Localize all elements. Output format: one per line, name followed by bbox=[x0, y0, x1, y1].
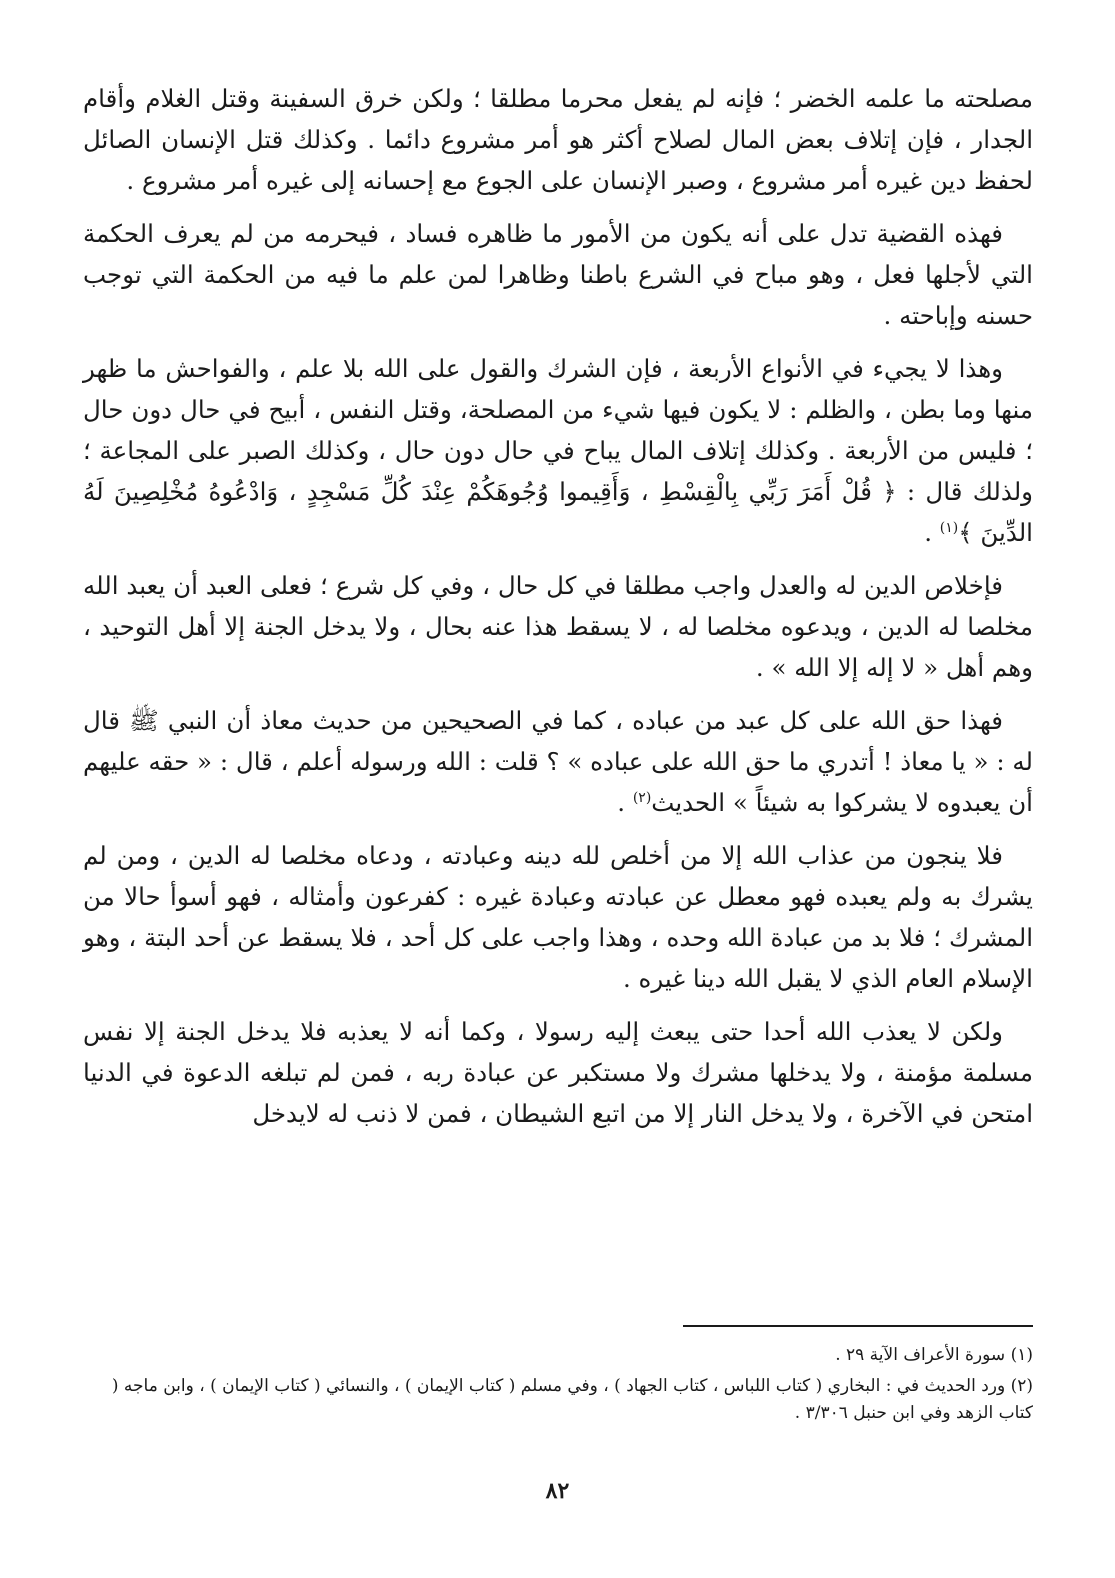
paragraph-3-tail: . bbox=[924, 518, 940, 547]
paragraph-4-text: فإخلاص الدين له والعدل واجب مطلقا في كل حال ، وفي كل شرع ؛ فعلى العبد أن يعبد الله مخلصا له الدين ، ويدعوه مخلصا له ، لا يسقط هذا عنه بحال ، ولا يدخل الجنة إلا أهل التوحيد ، وهم أهل « لا إله إلا الله » . bbox=[83, 571, 1033, 682]
paragraph-3-text: وهذا لا يجيء في الأنواع الأربعة ، فإن الشرك والقول على الله بلا علم ، والفواحش ما ظهر منها وما بطن ، والظلم : لا يكون فيها شيء من المصلحة، وقتل النفس ، أبيح في حال دون حال ؛ فليس من الأربعة . وكذلك إتلاف المال يباح في حال دون حال ، وكذلك الصبر على المجاعة ؛ ولذلك قال : ﴿ قُلْ أَمَرَ رَبِّي بِالْقِسْطِ ، وَأَقِيموا وُجُوهَكُمْ عِنْدَ كُلِّ مَسْجِدٍ ، وَادْعُوهُ مُخْلِصِينَ لَهُ الدِّينَ ﴾ bbox=[83, 354, 1033, 547]
paragraph-6-text: فلا ينجون من عذاب الله إلا من أخلص لله دينه وعبادته ، ودعاه مخلصا له الدين ، ومن لم يشرك به ولم يعبده فهو معطل عن عبادته وعبادة غيره : كفرعون وأمثاله ، فهو أسوأ حالا من المشرك ؛ فلا بد من عبادة الله وحده ، وهذا واجب على كل أحد ، فلا يسقط عن أحد البتة ، وهو الإسلام العام الذي لا يقبل الله دينا غيره . bbox=[83, 841, 1033, 993]
paragraph-2-text: فهذه القضية تدل على أنه يكون من الأمور ما ظاهره فساد ، فيحرمه من لم يعرف الحكمة التي لأجلها فعل ، وهو مباح في الشرع باطنا وظاهرا لمن علم ما فيه من الحكمة التي توجب حسنه وإباحته . bbox=[83, 219, 1033, 330]
footnote-ref-1: (١) bbox=[939, 519, 959, 536]
footnote-1: (١) سورة الأعراف الآية ٢٩ . bbox=[835, 1345, 1033, 1365]
paragraph-7 bbox=[83, 1011, 1033, 1134]
paragraph-6 bbox=[83, 835, 1033, 999]
footnote-divider bbox=[683, 1325, 1033, 1327]
paragraph-1 bbox=[83, 78, 1033, 201]
paragraph-5-tail: . bbox=[617, 788, 633, 817]
footnotes bbox=[83, 1342, 1033, 1431]
page-number: ٨٢ bbox=[545, 1478, 570, 1504]
paragraph-1-text: مصلحته ما علمه الخضر ؛ فإنه لم يفعل محرما مطلقا ؛ ولكن خرق السفينة وقتل الغلام وأقام الجدار ، فإن إتلاف بعض المال لصلاح أكثر هو أمر مشروع دائما . وكذلك قتل الإنسان الصائل لحفظ دين غيره أمر مشروع ، وصبر الإنسان على الجوع مع إحسانه إلى غيره أمر مشروع . bbox=[83, 84, 1033, 195]
paragraph-7-text: ولكن لا يعذب الله أحدا حتى يبعث إليه رسولا ، وكما أنه لا يعذبه فلا يدخل الجنة إلا نفس مسلمة مؤمنة ، ولا يدخلها مشرك ولا مستكبر عن عبادة ربه ، فمن لم تبلغه الدعوة في الدنيا امتحن في الآخرة ، ولا يدخل النار إلا من اتبع الشيطان ، فمن لا ذنب له لايدخل bbox=[83, 1017, 1033, 1128]
paragraph-5 bbox=[83, 700, 1033, 823]
paragraph-4 bbox=[83, 565, 1033, 688]
footnote-2: (٢) ورد الحديث في : البخاري ( كتاب اللباس ، كتاب الجهاد ) ، وفي مسلم ( كتاب الإيمان ) ، والنسائي ( كتاب الإيمان ) ، وابن ماجه ( كتاب الزهد وفي ابن حنبل ٣/٣٠٦ . bbox=[111, 1376, 1033, 1423]
paragraph-5-text: فهذا حق الله على كل عبد من عباده ، كما في الصحيحين من حديث معاذ أن النبي ﷺ قال له : « يا معاذ ! أتدري ما حق الله على عباده » ؟ قلت : الله ورسوله أعلم ، قال : « حقه عليهم أن يعبدوه لا يشركوا به شيئاً » الحديث bbox=[83, 706, 1033, 817]
paragraph-2 bbox=[83, 213, 1033, 336]
paragraph-3 bbox=[83, 348, 1033, 553]
main-text bbox=[83, 78, 1033, 1146]
footnote-ref-2: (٢) bbox=[632, 789, 652, 806]
